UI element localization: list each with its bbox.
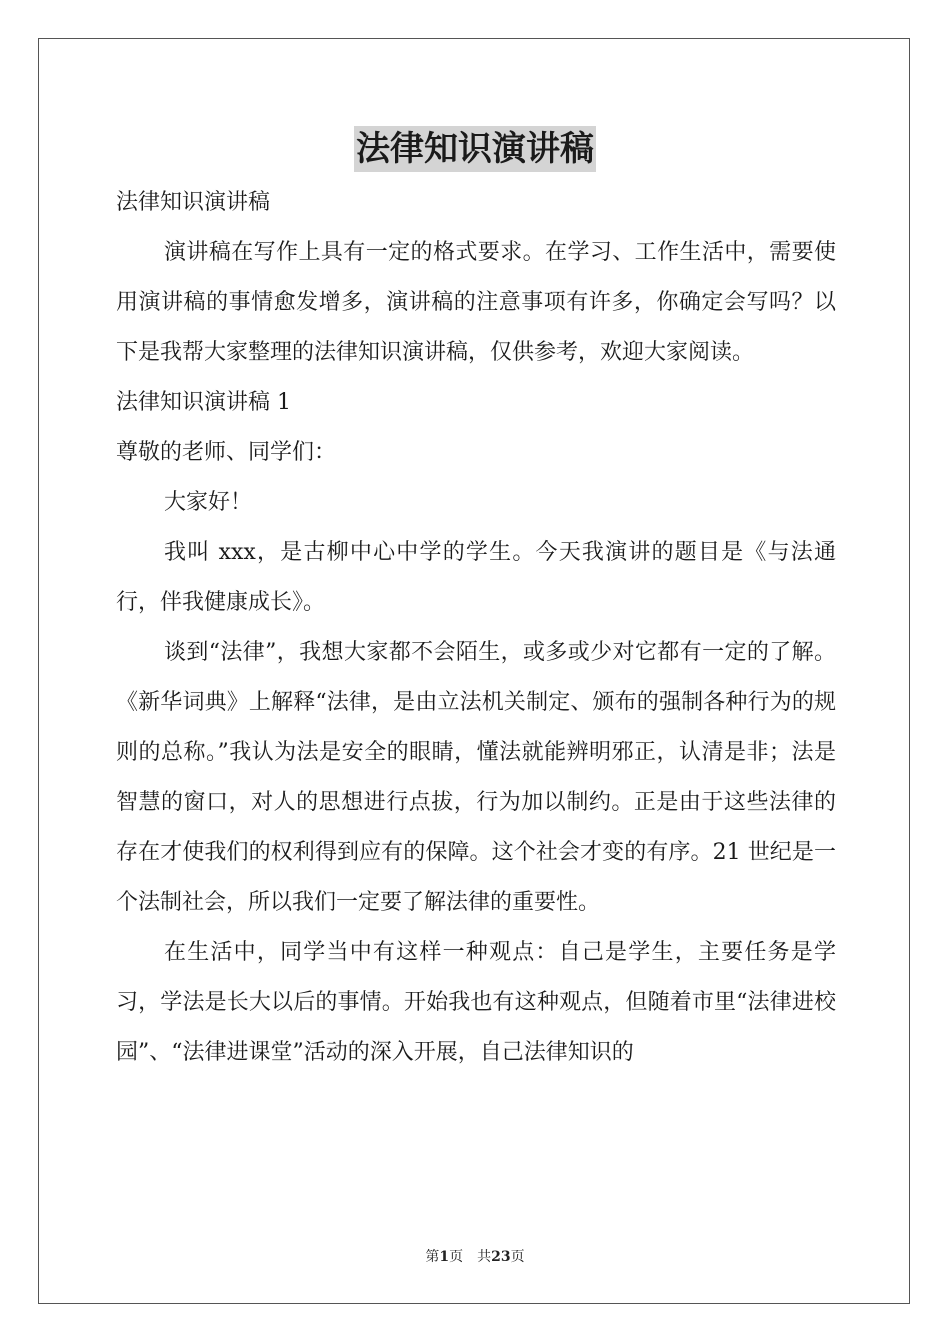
document-subtitle: 法律知识演讲稿	[116, 190, 271, 215]
greeting: 大家好！	[164, 490, 253, 515]
total-prefix: 共	[477, 1249, 492, 1265]
page-prefix: 第	[425, 1249, 440, 1265]
section-heading: 法律知识演讲稿 1	[116, 390, 291, 415]
total-suffix: 页	[510, 1249, 525, 1265]
document-body	[116, 178, 836, 1078]
intro-paragraph: 演讲稿在写作上具有一定的格式要求。在学习、工作生活中，需要使用演讲稿的事情愈发增多，演讲稿的注意事项有许多，你确定会写吗？以下是我帮大家整理的法律知识演讲稿，仅供参考，欢迎大家阅读。	[116, 240, 836, 365]
page-number: 1	[439, 1249, 450, 1265]
page-suffix: 页	[449, 1249, 464, 1265]
body-paragraph: 在生活中，同学当中有这样一种观点：自己是学生，主要任务是学习，学法是长大以后的事情。开始我也有这种观点，但随着市里“法律进校园”、“法律进课堂”活动的深入开展，自己法律知识的	[116, 940, 836, 1065]
body-paragraph: 谈到“法律”，我想大家都不会陌生，或多或少对它都有一定的了解。《新华词典》上解释“法律，是由立法机关制定、颁布的强制各种行为的规则的总称。”我认为法是安全的眼睛，懂法就能辨明邪正，认清是非；法是智慧的窗口，对人的思想进行点拔，行为加以制约。正是由于这些法律的存在才使我们的权利得到应有的保障。这个社会才变的有序。21 世纪是一个法制社会，所以我们一定要了解法律的重要性。	[116, 640, 836, 915]
total-pages: 23	[491, 1249, 511, 1265]
document-title: 法律知识演讲稿	[354, 126, 596, 172]
title-area	[0, 126, 950, 172]
salutation: 尊敬的老师、同学们：	[116, 440, 337, 465]
page-footer	[0, 1247, 950, 1267]
body-paragraph: 我叫 xxx，是古柳中心中学的学生。今天我演讲的题目是《与法通行，伴我健康成长》。	[116, 540, 836, 615]
